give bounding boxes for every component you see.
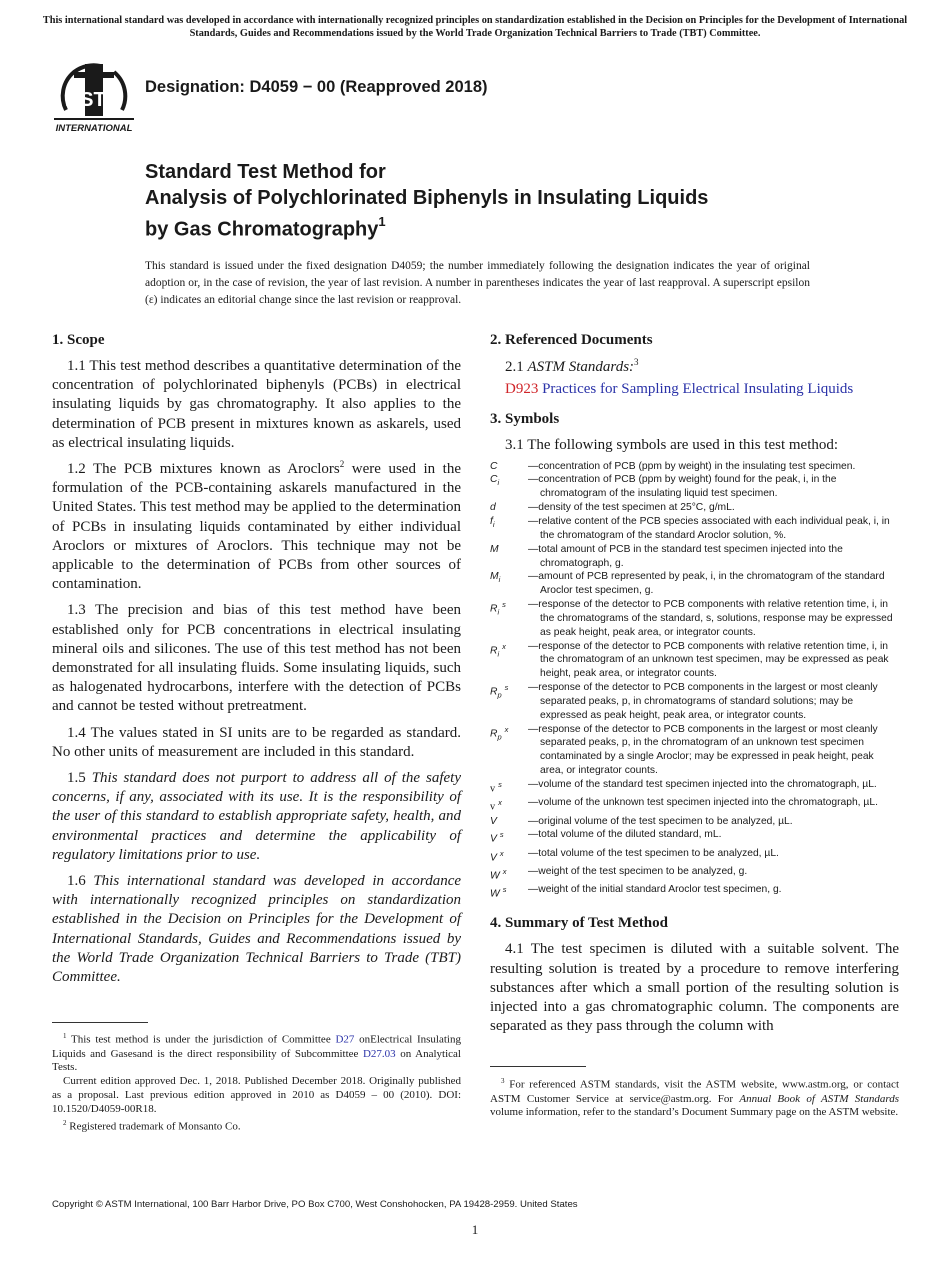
document-title (145, 160, 865, 243)
issuance-note: This standard is issued under the fixed designation D4059; the number immediately following the designation indicates the year of original adoption or, in the case of revision, the year of last revision. A number in parentheses indicates the year of last reapproval. A superscript epsilon (ε) indicates an editorial change since the last revision or reapproval. (145, 260, 810, 306)
title-line-1: Standard Test Method for (145, 161, 386, 183)
symbol-definition: —total volume of the test specimen to be analyzed, µL. (528, 847, 779, 859)
symbol-term (490, 473, 528, 501)
subcommittee-d27-03-link[interactable]: D27.03 (362, 1047, 396, 1060)
symbol-letter: R (490, 686, 498, 698)
left-footnotes (52, 1030, 461, 1135)
symbols-intro: 3.1 The following symbols are used in this test method: (505, 437, 839, 454)
symbol-subscript: p (497, 732, 502, 742)
aroclor-footnote-ref[interactable]: 2 (339, 459, 345, 470)
section-heading-referenced-documents: 2. Referenced Documents (490, 332, 653, 348)
symbol-letter: f (490, 515, 493, 527)
right-column (490, 332, 899, 1043)
symbol-term (490, 815, 528, 829)
symbol-term (490, 598, 528, 640)
footnote-3-ref[interactable]: 3 (634, 357, 639, 367)
symbol-definition: —volume of the standard test specimen injected into the chromatograph, µL. (528, 779, 877, 791)
symbol-term (490, 460, 528, 474)
symbol-letter: V (490, 852, 497, 864)
summary-paragraph-4-1: 4.1 The test specimen is diluted with a suitable solvent. The resulting solution is treated by a procedure to remove interfering substances after which a small portion of the resulting solution is injected into a gas chromatographic column. The components are separated as they pass through the column with (490, 941, 899, 1035)
logo-subtext: INTERNATIONAL (55, 123, 133, 134)
footnote-3-italic: Annual Book of ASTM Standards (739, 1092, 899, 1105)
d923-title-link[interactable]: Practices for Sampling Electrical Insulating Liquids (542, 381, 854, 398)
symbol-definition: —concentration of PCB (ppm by weight) in the insulating test specimen. (528, 460, 856, 472)
symbol-letter: d (490, 502, 496, 514)
section-heading-symbols: 3. Symbols (490, 411, 560, 428)
astm-logo-graphic (52, 58, 136, 136)
symbol-term (490, 778, 528, 796)
symbol-row (490, 640, 899, 682)
symbol-definition: —response of the detector to PCB components with relative retention time, i, in the chromatogram of an unknown test specimen, may be expressed as peak height, peak area, or integrator counts. (528, 640, 889, 680)
symbol-term (490, 640, 528, 682)
title-line-3 (145, 211, 865, 243)
symbol-row (490, 828, 899, 846)
symbol-definition: —weight of the initial standard Aroclor test specimen, g. (528, 884, 782, 896)
section-heading-scope: 1. Scope (52, 332, 105, 348)
title-line-3-text: by Gas Chromatography (145, 218, 379, 241)
footnote-3 (490, 1075, 899, 1120)
footnote-3-divider (490, 1066, 586, 1067)
symbol-superscript: x (502, 866, 507, 876)
symbol-row (490, 543, 899, 571)
edition-note: Current edition approved Dec. 1, 2018. Published December 2018. Originally published as a proposal. Last previous edition approved in 2010 as D4059 – 00 (2010). DOI: 10.1520/D4059-00R18. (52, 1075, 461, 1116)
symbol-definition: —total amount of PCB in the standard test specimen injected into the chromatograph, g. (528, 543, 843, 569)
symbol-superscript: s (498, 780, 502, 790)
footnote-3-text-b: volume information, refer to the standard’s Document Summary page on the ASTM website. (490, 1106, 899, 1119)
symbol-term (490, 501, 528, 515)
symbol-row (490, 778, 899, 796)
symbol-row (490, 847, 899, 865)
scope-paragraph-1-3: 1.3 The precision and bias of this test method have been established only for PCB concentrations in electrical insulating mineral oils and silicones. The use of this test method has not been demonstrated for all insulating fluids. Some insulating liquids, such as halogenated hydrocarbons, interfere with the detection of PCBs and cannot be tested without pretreatment. (52, 602, 461, 715)
symbol-term (490, 865, 528, 883)
symbol-row (490, 515, 899, 543)
committee-d27-link[interactable]: D27 (335, 1033, 355, 1046)
symbol-letter: C (490, 460, 498, 472)
symbols-list (490, 460, 899, 902)
symbol-letter: V (490, 833, 497, 845)
scope-paragraph-1-5 (52, 769, 461, 865)
symbol-letter: R (490, 728, 498, 740)
scope-paragraph-1-2 (52, 460, 461, 594)
symbol-letter: C (490, 474, 498, 486)
designation: Designation: D4059 − 00 (Reapproved 2018) (145, 78, 488, 96)
symbol-term (490, 681, 528, 723)
symbol-definition: —response of the detector to PCB components in the largest or most cleanly separated peaks, p, in chromatograms of standard solutions; may be expressed as peak height, peak area, or integrator counts. (528, 682, 878, 721)
symbol-term (490, 723, 528, 778)
symbol-term (490, 796, 528, 814)
symbol-row (490, 460, 899, 474)
scope-p2-before: 1.2 The PCB mixtures known as Aroclors (67, 461, 340, 478)
footnote-1-text-b: onElectrical Insulating Liquids and Gasesand is the direct responsibility of Subcommittee (52, 1033, 461, 1060)
scope-paragraph-1-4: 1.4 The values stated in SI units are to be regarded as standard. No other units of measurement are included in this standard. (52, 724, 461, 760)
symbol-row (490, 815, 899, 829)
scope-p5-text: This standard does not purport to address all of the safety concerns, if any, associated with its use. It is the responsibility of the user of this standard to establish appropriate safety, health, and environmental practices and determine the applicability of regulatory limitations prior to use. (52, 770, 462, 863)
symbol-row (490, 883, 899, 901)
scope-paragraph-1-1: 1.1 This test method describes a quantitative determination of the concentration of polychlorinated biphenyls (PCBs) in electrical insulating liquids by gas chromatography. It also applies to the determination of PCB present in mixtures known as askarels, used as electrical insulating liquids. (52, 358, 461, 451)
symbol-row (490, 681, 899, 723)
title-line-2: Analysis of Polychlorinated Biphenyls in Insulating Liquids (145, 186, 709, 209)
symbol-subscript: i (497, 607, 500, 617)
symbol-definition: —volume of the unknown test specimen injected into the chromatograph, µL. (528, 797, 878, 809)
astm-logo (52, 58, 136, 136)
symbol-superscript: s (499, 830, 504, 840)
copyright-line: Copyright © ASTM International, 100 Barr Harbor Drive, PO Box C700, West Conshohocken, PA 19428-2959. United States (52, 1199, 578, 1210)
page-number: 1 (471, 1222, 479, 1237)
referenced-astm-standards (490, 358, 899, 377)
symbol-subscript: i (497, 649, 500, 659)
footnote-1-text-c: on Analytical Tests. (52, 1047, 461, 1074)
d923-code-link[interactable]: D923 (505, 381, 539, 398)
symbol-superscript: s (502, 885, 507, 895)
symbol-row (490, 570, 899, 598)
symbol-row (490, 501, 899, 515)
title-footnote-ref[interactable]: 1 (378, 214, 386, 229)
symbol-definition: —response of the detector to PCB components in the largest or most cleanly separated peaks, p, in the chromatogram of an unknown test specimen contaminated by a single Aroclor; may be expressed in peak height, peak area, or integrator counts. (528, 723, 878, 777)
scope-p2-after: were used in the formulation of the PCB-containing askarels manufactured in the United States. This test method may be applied to the determination of PCBs in insulating liquids contaminated by either individual Aroclors or mixtures of Aroclors. This technique may not be applicable to the determination of PCBs from other sources of contamination. (52, 461, 461, 593)
symbol-term (490, 847, 528, 865)
symbol-superscript: x (499, 848, 504, 858)
symbol-superscript: x (504, 724, 509, 734)
footnote-2-number: 2 (63, 1119, 67, 1128)
symbol-row (490, 796, 899, 814)
referenced-d923 (490, 380, 899, 399)
footnote-3-number: 3 (501, 1077, 505, 1085)
right-footnotes (490, 1075, 899, 1120)
footnote-divider (52, 1022, 148, 1023)
logo-text: ASTM (65, 89, 123, 111)
symbol-definition: —density of the test specimen at 25°C, g/mL. (528, 502, 735, 514)
symbol-definition: —amount of PCB represented by peak, i, in the chromatogram of the standard Aroclor test specimen, g. (528, 571, 885, 597)
symbol-definition: —original volume of the test specimen to be analyzed, µL. (528, 815, 793, 827)
symbol-subscript: i (497, 478, 500, 488)
scope-paragraph-1-6 (52, 872, 461, 987)
referenced-sub-num: 2.1 (505, 359, 528, 375)
scope-p6-text: This international standard was developed in accordance with internationally recognized principles on standardization established in the Decision on Principles for the Development of International Standards, Guides and Recommendations issued by the World Trade Organization Technical Barriers to Trade (TBT) Committee. (52, 873, 462, 986)
symbol-superscript: x (498, 798, 502, 808)
symbol-row (490, 598, 899, 640)
symbol-row (490, 865, 899, 883)
symbol-letter: v (490, 801, 496, 813)
symbol-term (490, 570, 528, 598)
symbol-row (490, 473, 899, 501)
symbol-definition: —weight of the test specimen to be analyzed, g. (528, 865, 748, 877)
symbol-superscript: x (502, 641, 506, 651)
footnote-2 (52, 1117, 461, 1135)
left-column (52, 332, 461, 994)
footnote-3-text-a: For referenced ASTM standards, visit the ASTM website, www.astm.org, or contact ASTM Customer Service at service@astm.org. For (490, 1078, 899, 1105)
referenced-sub-label: ASTM Standards: (527, 359, 635, 375)
symbol-letter: W (490, 870, 500, 882)
symbol-letter: M (490, 571, 499, 583)
symbol-term (490, 883, 528, 901)
symbol-row (490, 723, 899, 778)
section-heading-summary: 4. Summary of Test Method (490, 915, 668, 932)
symbol-definition: —concentration of PCB (ppm by weight) found for the peak, i, in the chromatogram of the insulating liquid test specimen. (528, 474, 837, 500)
symbol-term (490, 828, 528, 846)
scope-p6-num: 1.6 (67, 873, 94, 890)
symbol-definition: —total volume of the diluted standard, mL. (528, 829, 722, 841)
symbol-letter: R (490, 645, 498, 656)
symbol-term (490, 543, 528, 571)
footnote-1-number: 1 (63, 1032, 67, 1040)
symbol-definition: —relative content of the PCB species associated with each individual peak, i, in the chromatogram of the standard Aroclor solution, %. (528, 515, 890, 541)
footnote-1 (52, 1030, 461, 1075)
symbol-letter: W (490, 888, 500, 900)
symbol-subscript: p (497, 690, 502, 700)
symbol-letter: V (490, 815, 497, 827)
symbol-subscript: i (492, 520, 495, 530)
scope-p5-num: 1.5 (67, 770, 92, 787)
footnote-2-text: Registered trademark of Monsanto Co. (66, 1120, 241, 1133)
symbol-definition: —response of the detector to PCB components with relative retention time, i, in the chromatograms of the standard, s, solutions, response may be expressed as peak height, peak area, or integrator counts. (528, 599, 893, 638)
symbol-letter: M (490, 543, 499, 555)
symbol-term (490, 515, 528, 543)
symbol-superscript: s (504, 683, 509, 693)
symbol-letter: R (490, 603, 498, 615)
symbol-letter: v (490, 783, 496, 795)
symbol-subscript: i (498, 575, 501, 585)
symbol-superscript: s (502, 600, 506, 610)
top-notice: This international standard was developed in accordance with internationally recognized principles on standardization established in the Decision on Principles for the Development of International Standards, Guides and Recommendations issued by the World Trade Organization Technical Barriers to Trade (TBT) Committee. (42, 15, 908, 39)
footnote-1-text-a: This test method is under the jurisdiction of Committee (66, 1033, 336, 1046)
